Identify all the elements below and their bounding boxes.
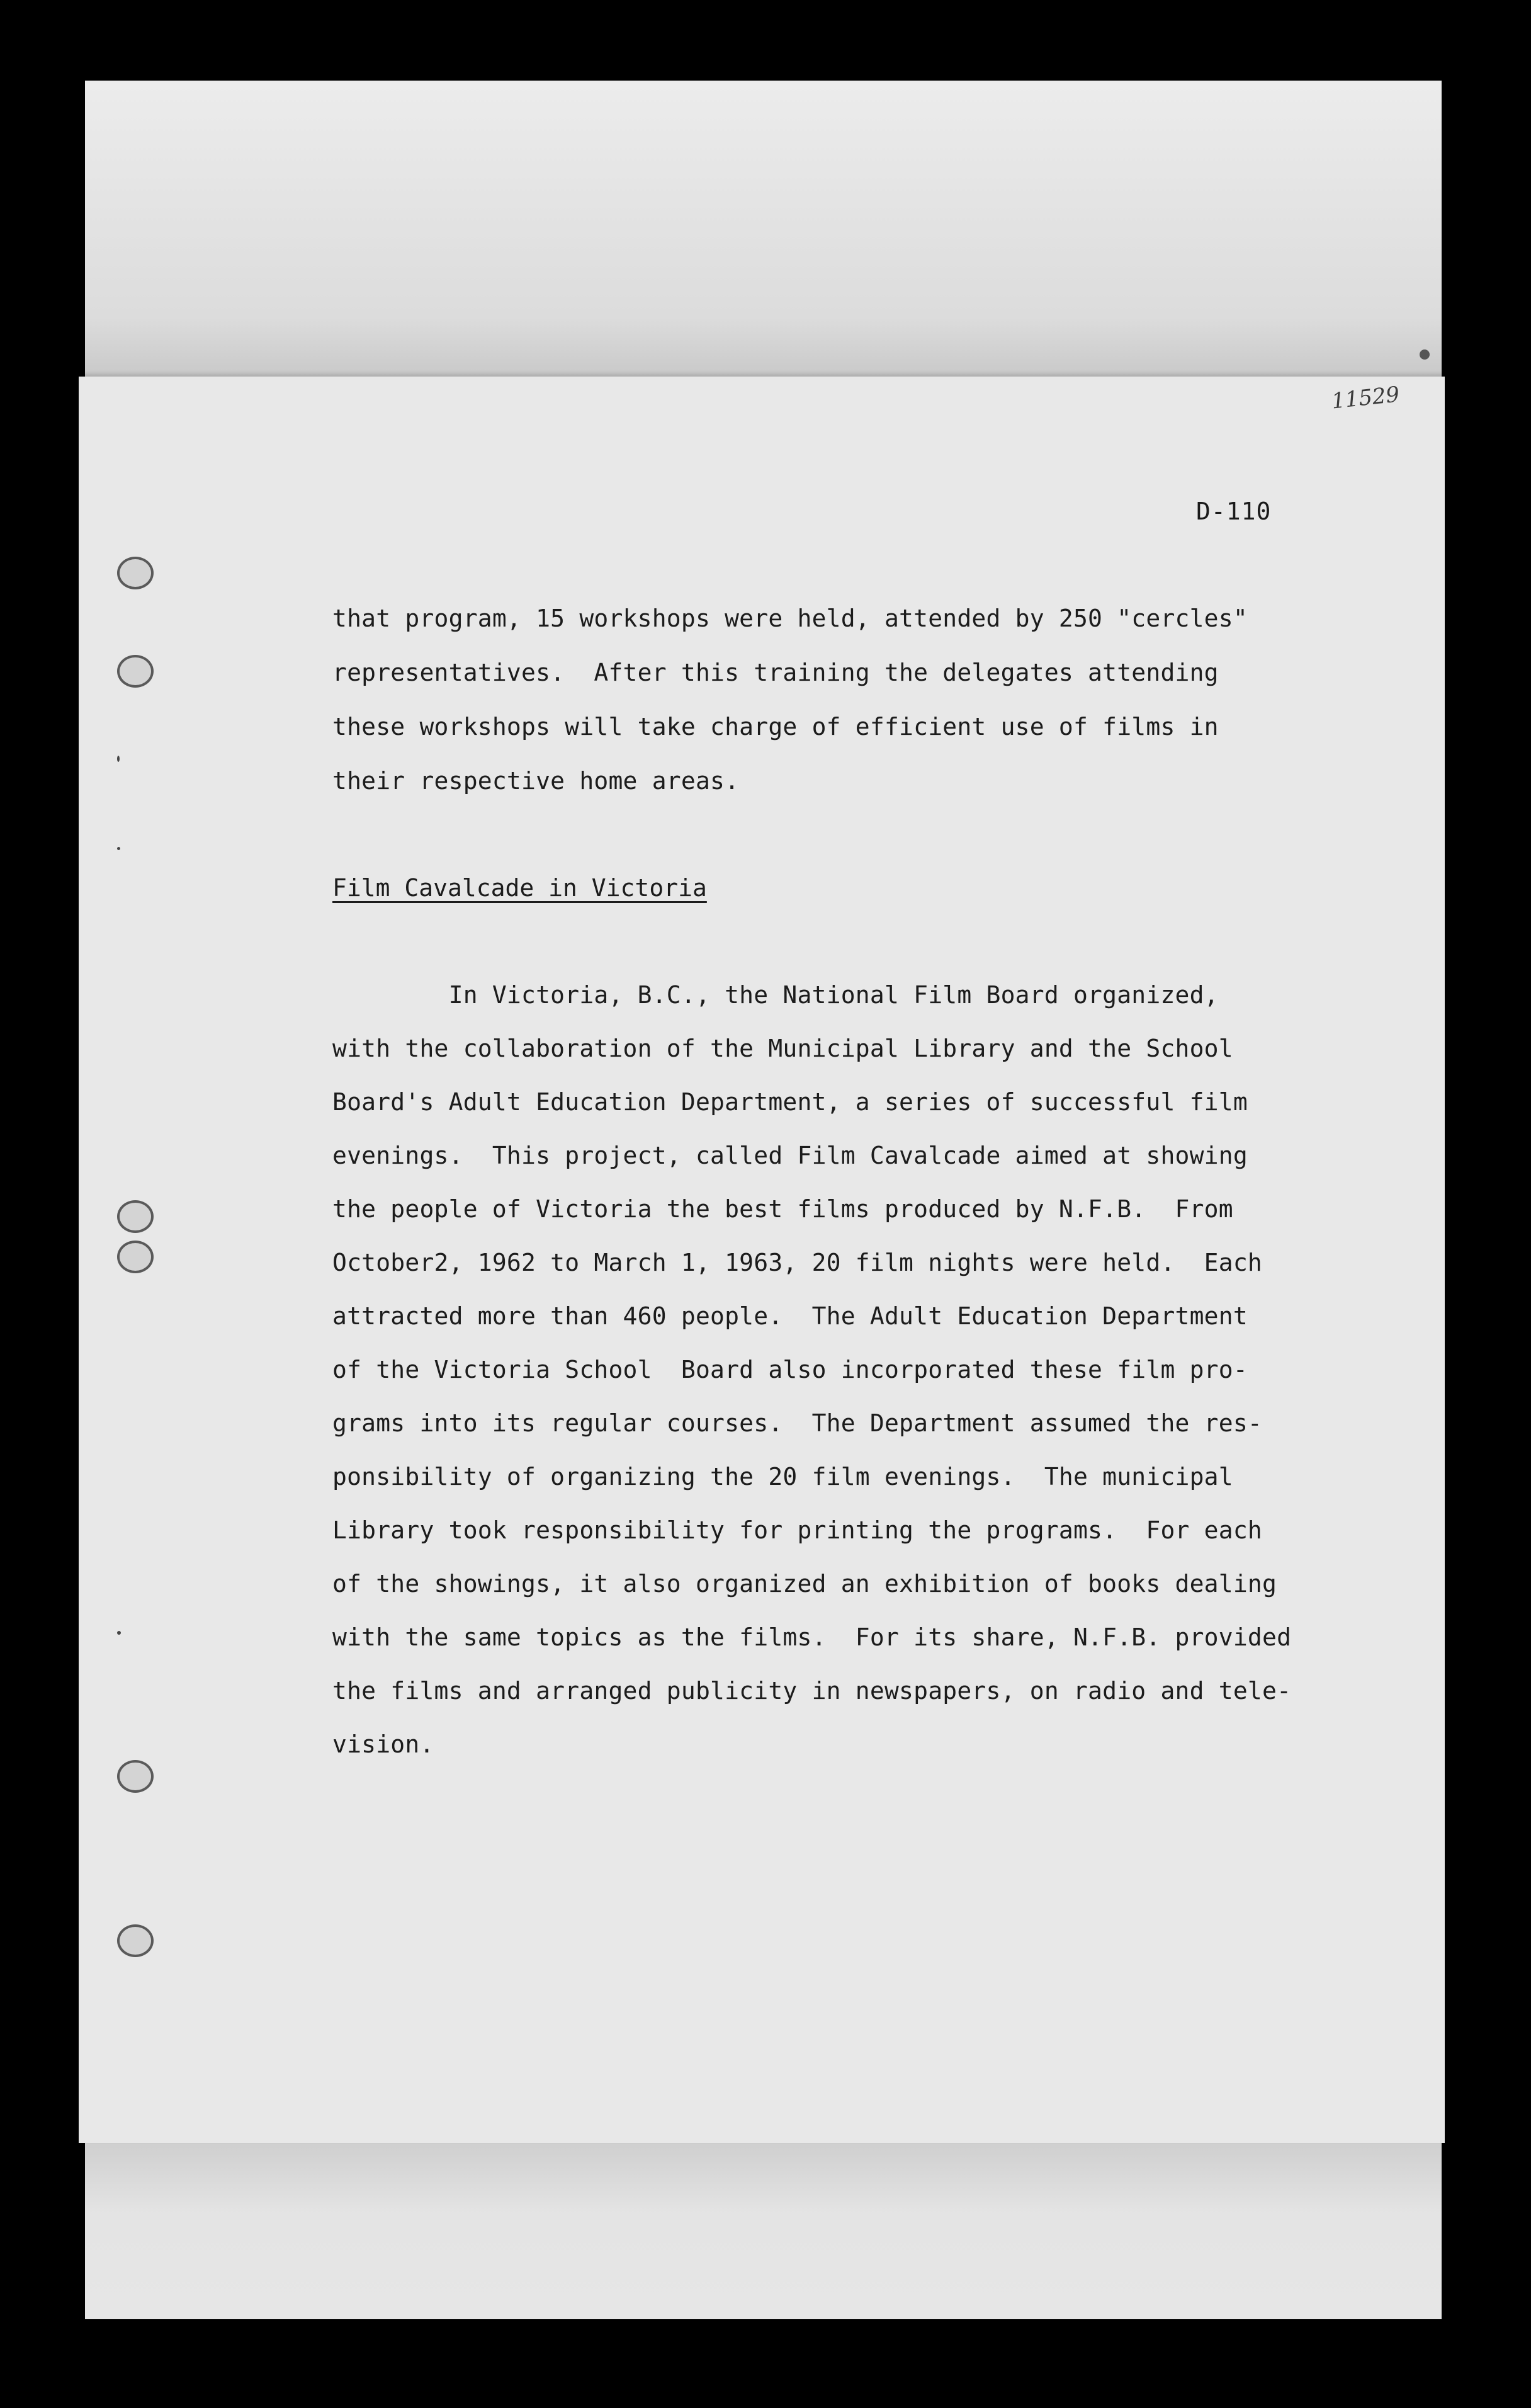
paragraph-line: these workshops will take charge of efficient use of films in (332, 713, 1219, 741)
page-number: D-110 (1196, 497, 1272, 525)
speck-mark (117, 847, 120, 850)
punch-hole (117, 1241, 154, 1273)
paragraph-line: of the showings, it also organized an exhibition of books dealing (332, 1570, 1277, 1598)
punch-hole (117, 1200, 154, 1233)
paragraph-line: with the same topics as the films. For its share, N.F.B. provided (332, 1623, 1292, 1651)
paragraph-line: representatives. After this training the delegates attending (332, 659, 1219, 686)
paragraph-line: In Victoria, B.C., the National Film Board organized, (332, 981, 1219, 1009)
paragraph-line: the films and arranged publicity in newspapers, on radio and tele- (332, 1677, 1292, 1705)
back-sheet-top-edge (85, 81, 1442, 377)
punch-hole (117, 557, 154, 589)
paragraph-line: that program, 15 workshops were held, attended by 250 "cercles" (332, 605, 1248, 632)
paragraph-line: Board's Adult Education Department, a series of successful film (332, 1088, 1248, 1116)
paragraph-line: attracted more than 460 people. The Adult Education Department (332, 1302, 1248, 1330)
punch-hole (117, 1924, 154, 1957)
corner-annotation: 11529 (1330, 382, 1401, 414)
paragraph-line: the people of Victoria the best films produced by N.F.B. From (332, 1195, 1233, 1223)
punch-hole (117, 655, 154, 688)
back-sheet-bottom-edge (85, 2143, 1442, 2319)
paragraph-line: ponsibility of organizing the 20 film evenings. The municipal (332, 1463, 1233, 1491)
paragraph-line: with the collaboration of the Municipal Library and the School (332, 1035, 1233, 1062)
paragraph-line: October2, 1962 to March 1, 1963, 20 film nights were held. Each (332, 1249, 1262, 1276)
paragraph-line: their respective home areas. (332, 767, 740, 795)
paragraph-line: vision. (332, 1730, 434, 1758)
section-heading: Film Cavalcade in Victoria (332, 874, 707, 902)
speck-mark (1420, 349, 1430, 360)
paragraph-line: Library took responsibility for printing the programs. For each (332, 1516, 1262, 1544)
speck-mark (117, 756, 120, 762)
speck-mark (117, 1631, 121, 1635)
punch-hole (117, 1760, 154, 1793)
paragraph-line: grams into its regular courses. The Department assumed the res- (332, 1409, 1262, 1437)
paragraph-line: evenings. This project, called Film Cavalcade aimed at showing (332, 1142, 1248, 1169)
paragraph-line: of the Victoria School Board also incorporated these film pro- (332, 1356, 1248, 1383)
